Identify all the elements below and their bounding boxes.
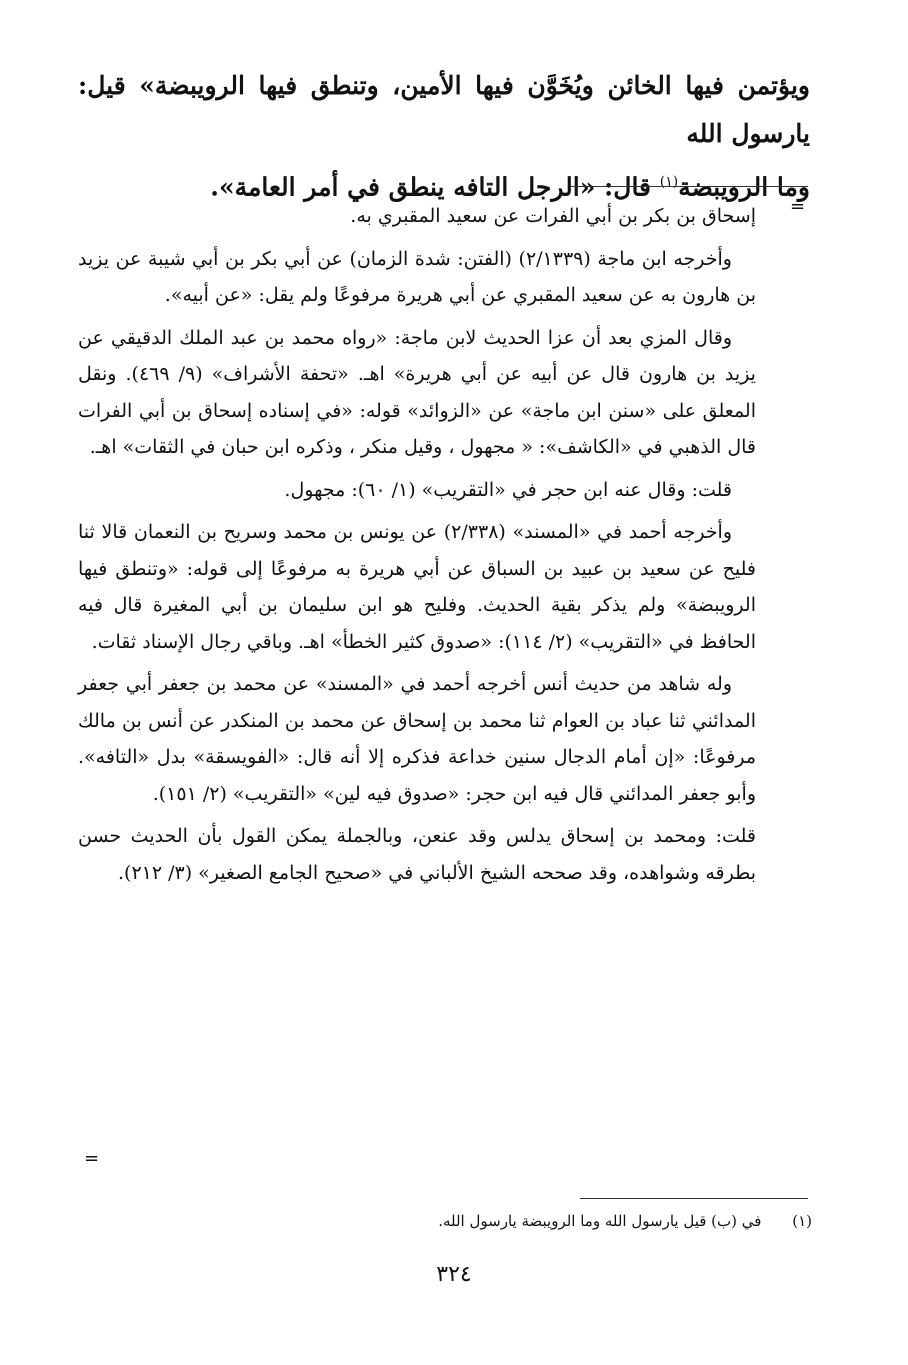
footnote-text: في (ب) قيل يارسول الله وما الرويبضة يارسول الله. <box>438 1212 762 1230</box>
page-number: ٣٢٤ <box>436 1262 472 1287</box>
main-text-line-2-end: قال: «الرجل التافه ينطق في أمر العامة». <box>210 172 660 202</box>
footnote <box>300 1206 812 1236</box>
note-paragraph-2: وأخرجه ابن ماجة (٢/١٣٣٩) (الفتن: شدة الزمان) عن أبي بكر بن أبي شيبة عن يزيد بن هارون به عن سعيد المقبري عن أبي هريرة مرفوعًا ولم يقل: «عن أبيه». <box>78 247 756 306</box>
footnote-reference[interactable]: (١) <box>659 174 679 190</box>
note-paragraph-3: وقال المزي بعد أن عزا الحديث لابن ماجة: «رواه محمد بن عبد الملك الدقيقي عن يزيد بن هارون قال عن أبيه عن أبي هريرة» اهـ. «تحفة الأشراف» (٩/ ٤٦٩). ونقل المعلق على «سنن ابن ماجة» عن «الزوائد» قوله: «في إسناده إسحاق بن أبي الفرات قال الذهبي في «الكاشف»: « مجهول ، وقيل منكر ، وذكره ابن حبان في الثقات» اهـ. <box>78 326 756 458</box>
continuation-mark-bottom: = <box>84 1148 100 1169</box>
main-hadith-text <box>78 62 810 211</box>
note-paragraph-4: قلت: وقال عنه ابن حجر في «التقريب» (١/ ٦٠): مجهول. <box>284 478 732 501</box>
note-paragraph-5: وأخرجه أحمد في «المسند» (٢/٣٣٨) عن يونس بن محمد وسريح بن النعمان قالا ثنا فليح عن سعيد بن عبيد بن السباق عن أبي هريرة به مرفوعًا إلى قوله: «وتنطق فيها الرويبضة» ولم يذكر بقية الحديث. وفليح هو ابن سليمان بن أبي المغيرة قال فيه الحافظ في «التقريب» (٢/ ١١٤): «صدوق كثير الخطأ» اهـ. وباقي رجال الإسناد ثقات. <box>78 521 756 653</box>
notes-separator-rule <box>570 186 808 187</box>
footnote-number: (١) <box>792 1212 812 1230</box>
footnote-separator-rule <box>580 1198 808 1199</box>
note-paragraph-6: وله شاهد من حديث أنس أخرجه أحمد في «المسند» عن محمد بن جعفر أبي جعفر المدائني ثنا عباد بن العوام ثنا محمد بن إسحاق عن محمد بن المنكدر عن أنس بن مالك مرفوعًا: «إن أمام الدجال سنين خداعة فذكره إلا أنه قال: «الفويسقة» بدل «التافه». وأبو جعفر المدائني قال فيه ابن حجر: «صدوق فيه لين» «التقريب» (٢/ ١٥١). <box>78 673 756 805</box>
note-paragraph-7: قلت: ومحمد بن إسحاق يدلس وقد عنعن، وبالجملة يمكن القول بأن الحديث حسن بطرقه وشواهده، وقد صححه الشيخ الألباني في «صحيح الجامع الصغير» (٣/ ٢١٢). <box>78 825 756 884</box>
commentary-notes <box>78 198 756 897</box>
note-paragraph-1: إسحاق بن بكر بن أبي الفرات عن سعيد المقبري به. <box>350 205 756 227</box>
main-text-line-1: ويؤتمن فيها الخائن ويُخَوَّن فيها الأمين، وتنطق فيها الرويبضة» قيل: يارسول الله <box>78 71 810 148</box>
main-text-line-2-start: وما الرويبضة <box>678 172 810 202</box>
continuation-mark-top: = <box>790 196 806 217</box>
